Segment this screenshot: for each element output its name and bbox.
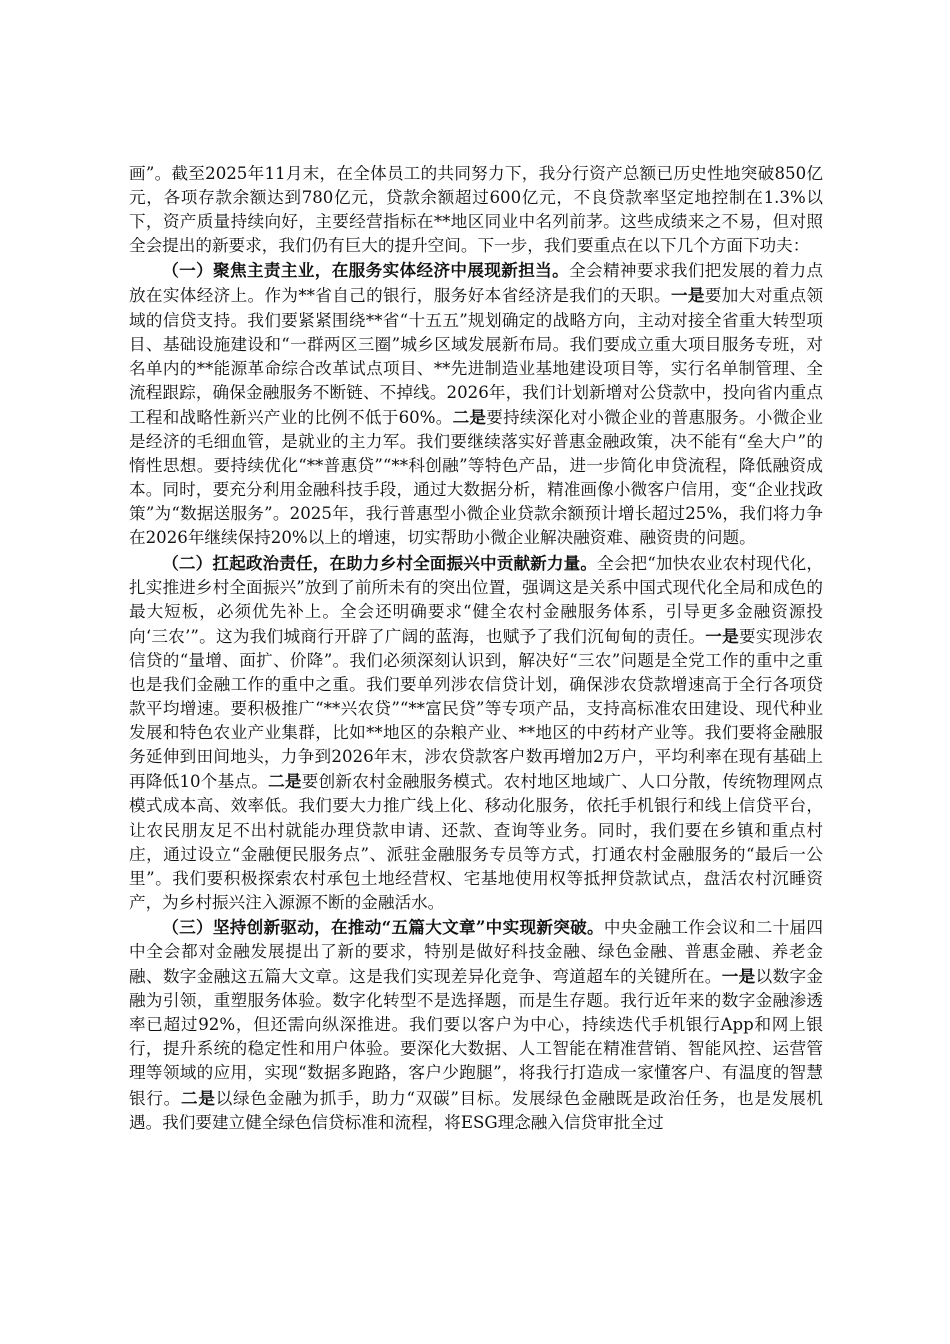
section-heading: （二）扛起政治责任，在助力乡村全面振兴中贡献新力量。 [162,552,598,573]
point-marker: 一是 [705,625,739,646]
point-marker: 一是 [670,285,705,306]
paragraph-section-3 [129,915,823,1135]
point-marker: 二是 [268,771,302,792]
section-heading: （一）聚焦主责主业，在服务实体经济中展现新担当。 [162,260,570,281]
paragraph-intro [129,162,823,258]
paragraph-text: 要实现涉农信贷的“量增、面扩、价降”。我们必须深刻认识到，解决好“三农”问题是全党工作的重中之重也是我们金融工作的重中之重。我们要单列涉农信贷计划，确保涉农贷款增速高于全行各项贷款平均增速。要积极推广“**兴农贷”“**富民贷”等专项产品，支持高标准农田建设、现代种业发展和特色农业产业集群，比如**地区的杂粮产业、**地区的中药材产业等。我们要将金融服务延伸到田间地头，力争到2026年末，涉农贷款客户数再增加2万户，平均利率在现有基础上再降低10个基点。 [129,626,824,792]
paragraph-text: 全会把“加快农业农村现代化，扎实推进乡村全面振兴”放到了前所未有的突出位置，强调这是关系中国式现代化全局和成色的最大短板，必须优先补上。全会还明确要求“健全农村金融服务体系，引导更多金融资源投向‘三农’”。这为我们城商行开辟了广阔的蓝海，也赋予了我们沉甸甸的责任。 [129,553,824,646]
point-marker: 二是 [452,406,487,427]
paragraph-text: 以绿色金融为抓手，助力“双碳”目标。发展绿色金融既是政治任务，也是发展机遇。我们要建立健全绿色信贷标准和流程，将ESG理念融入信贷审批全过 [129,1088,824,1132]
paragraph-section-1 [129,258,823,550]
point-marker: 一是 [721,966,756,987]
paragraph-text: 全会精神要求我们把发展的着力点放在实体经济上。作为**省自己的银行，服务好本省经济是我们的天职。 [129,261,823,306]
paragraph-text: 画”。截至2025年11月末，在全体员工的共同努力下，我分行资产总额已历史性地突破850亿元，各项存款余额达到780亿元，贷款余额超过600亿元，不良贷款率坚定地控制在1.3%以下，资产质量持续向好，主要经营指标在**地区同业中名列前茅。这些成绩来之不易，但对照全会提出的新要求，我们仍有巨大的提升空间。下一步，我们要重点在以下几个方面下功夫： [129,164,823,256]
paragraph-text: 中央金融工作会议和二十届四中全会都对金融发展提出了新的要求，特别是做好科技金融、绿色金融、普惠金融、养老金融、数字金融这五篇大文章。这是我们实现差异化竞争、弯道超车的关键所在。 [129,917,823,987]
document-body [129,162,823,1135]
paragraph-text: 以数字金融为引领，重塑服务体验。数字化转型不是选择题，而是生存题。我行近年来的数字金融渗透率已超过92%，但还需向纵深推进。我们要以客户为中心，持续迭代手机银行App和网上银行，提升系统的稳定性和用户体验。要深化大数据、人工智能在精准营销、智能风控、运营管理等领域的应用，实现“数据多跑路，客户少跑腿”，将我行打造成一家懂客户、有温度的智慧银行。 [129,967,824,1108]
point-marker: 二是 [181,1087,216,1108]
paragraph-section-2 [129,551,823,915]
paragraph-text: 要加大对重点领域的信贷支持。我们要紧紧围绕**省“十五五”规划确定的战略方向，主动对接全省重大转型项目、基础设施建设和“一群两区三圈”城乡区域发展新布局。我们要成立重大项目服务专班，对名单内的**能源革命综合改革试点项目、**先进制造业基地建设项目等，实行名单制管理、全流程跟踪，确保金融服务不断链、不掉线。2026年，我们计划新增对公贷款中，投向省内重点工程和战略性新兴产业的比例不低于60%。 [129,286,824,427]
section-heading: （三）坚持创新驱动，在推动“五篇大文章”中实现新突破。 [162,916,604,937]
paragraph-text: 要持续深化对小微企业的普惠服务。小微企业是经济的毛细血管，是就业的主力军。我们要继续落实好普惠金融政策，决不能有“垒大户”的惰性思想。要持续优化“**普惠贷”“**科创融”等特色产品，进一步简化申贷流程，降低融资成本。同时，要充分利用金融科技手段，通过大数据分析，精准画像小微客户信用，变“企业找政策”为“数据送服务”。2025年，我行普惠型小微企业贷款余额预计增长超过25%，我们将力争在2026年继续保持20%以上的增速，切实帮助小微企业解决融资难、融资贵的问题。 [129,407,824,548]
paragraph-text: 要创新农村金融服务模式。农村地区地域广、人口分散，传统物理网点模式成本高、效率低。我们要大力推广线上化、移动化服务，依托手机银行和线上信贷平台，让农民朋友足不出村就能办理贷款申请、还款、查询等业务。同时，我们要在乡镇和重点村庄，通过设立“金融便民服务点”、派驻金融服务专员等方式，打通农村金融服务的“最后一公里”。我们要积极探索农村承包土地经营权、宅基地使用权等抵押贷款试点，盘活农村沉睡资产，为乡村振兴注入源源不断的金融活水。 [129,772,824,912]
